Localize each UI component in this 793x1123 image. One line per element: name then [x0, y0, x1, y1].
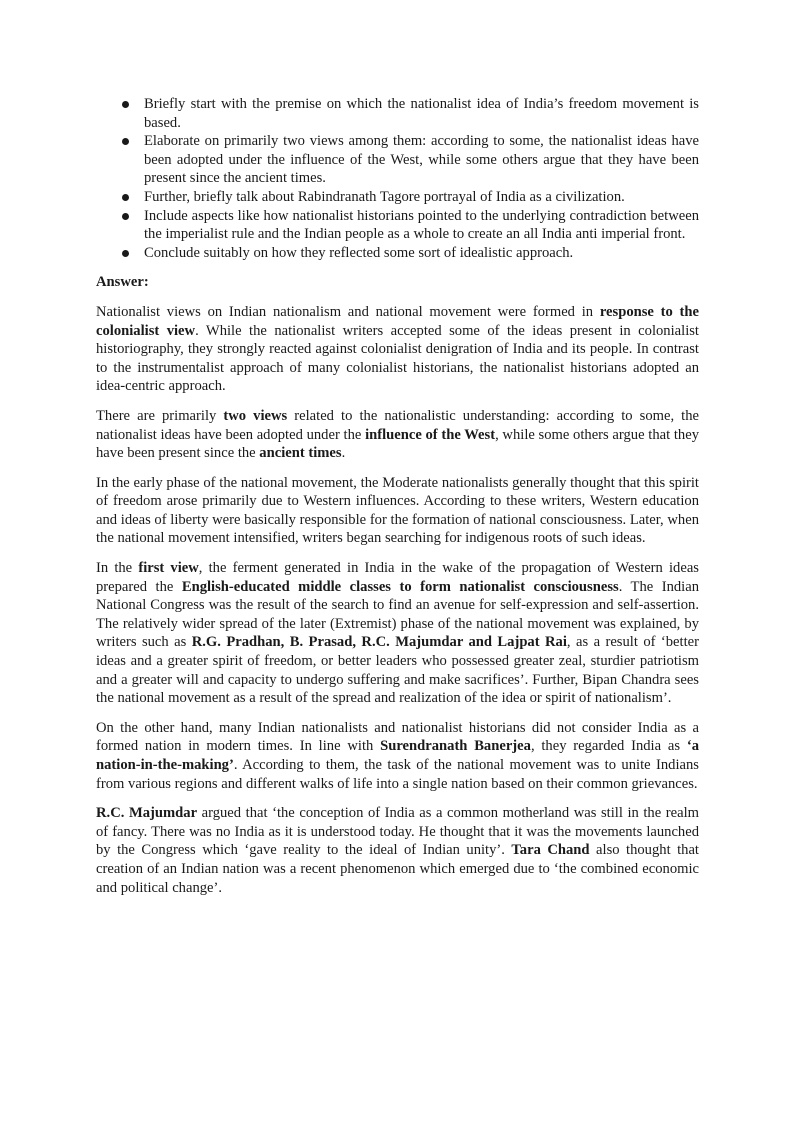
text-run: Nationalist views on Indian nationalism and national movement were formed in — [96, 303, 600, 320]
emphasized-text: first view — [138, 560, 199, 577]
paragraph — [96, 559, 699, 708]
paragraph — [96, 407, 699, 463]
paragraph — [96, 474, 699, 548]
text-run: , the ferment generated in India in the wake of the propagation of Western ideas prepared the — [96, 560, 699, 595]
emphasized-text: ancient times — [259, 445, 342, 462]
emphasized-text: Surendranath Banerjea — [380, 738, 531, 755]
emphasized-text: response to the colonialist view — [96, 303, 699, 339]
guideline-text: Briefly start with the premise on which the nationalist idea of India’s freedom movement is based. — [144, 96, 699, 131]
paragraph — [96, 719, 699, 793]
text-run: , while some others argue that they have been present since the — [96, 426, 699, 462]
paragraph — [96, 804, 699, 897]
emphasized-text: influence of the West — [365, 426, 496, 443]
guideline-text: Further, briefly talk about Rabindranath Tagore portrayal of India as a civilization. — [144, 188, 625, 205]
emphasized-text: English-educated middle classes to form nationalist consciousness — [181, 578, 619, 595]
text-run: . According to them, the task of the national movement was to unite Indians from various regions and different walks of life into a single nation based on their common grievances. — [96, 757, 699, 792]
guideline-text: Elaborate on primarily two views among them: according to some, the nationalist ideas have been adopted under the influence of the West, while some others argue that they have been present since the ancient times. — [144, 133, 699, 187]
bullet-icon — [122, 138, 129, 145]
emphasized-text: R.G. Pradhan, B. Prasad, R.C. Majumdar and Lajpat Rai — [191, 634, 567, 651]
text-run: related to the nationalistic understanding: according to some, the nationalist ideas have been adopted under the — [96, 407, 699, 443]
text-run: . — [341, 445, 346, 462]
text-run: . The Indian National Congress was the result of the search to find an avenue for self-expression and self-assertion. The relatively wider spread of the later (Extremist) phase of the national movement was explained, by writers such as — [96, 578, 700, 651]
guideline-text: Include aspects like how nationalist historians pointed to the underlying contradiction between the imperialist rule and the Indian people as a whole to create an all India anti imperial front. — [144, 207, 699, 243]
emphasized-text: Tara Chand — [511, 842, 590, 859]
emphasized-text: ‘a nation-in-the-making’ — [96, 738, 699, 773]
text-run: argued that ‘the conception of India as a common motherland was still in the realm of fancy. There was no India as it is understood today. He thought that it was the movements launched by the Congress which ‘gave reality to the ideal of Indian unity’. — [96, 805, 699, 859]
text-run: . While the nationalist writers accepted some of the ideas present in colonialist historiography, they strongly reacted against colonialist denigration of India and its people. In contrast to the instrumentalist approach of many colonialist historians, the nationalist historians adopted an idea-centric approach. — [96, 322, 699, 395]
guideline-text: Conclude suitably on how they reflected some sort of idealistic approach. — [144, 244, 574, 261]
bullet-icon — [122, 250, 129, 257]
bullet-icon — [122, 101, 129, 108]
text-run: There are primarily — [96, 407, 224, 424]
paragraph — [96, 303, 699, 396]
guideline-item — [96, 95, 699, 132]
text-run: In the early phase of the national movement, the Moderate nationalists generally thought that this spirit of freedom arose primarily due to Western influences. According to these writers, Western education and ideas of liberty were basically responsible for the formation of national consciousness. Later, when the national movement intensified, writers began searching for indigenous roots of such ideas. — [96, 474, 699, 547]
emphasized-text: R.C. Majumdar — [96, 805, 198, 822]
guideline-item — [96, 207, 699, 244]
guideline-item — [96, 132, 699, 188]
answer-guidelines-list — [96, 95, 699, 262]
guideline-item — [96, 188, 699, 207]
text-run: , as a result of ‘better ideas and a greater spirit of freedom, or better leaders who possessed greater zeal, sturdier patriotism and a greater will and capacity to undergo suffering and make sacrifices’. Further, Bipan Chandra sees the national movement as a result of the spread and realization of the idea or spirit of nationalism’. — [96, 634, 699, 707]
answer-body — [96, 303, 699, 897]
emphasized-text: two views — [223, 407, 288, 424]
text-run: In the — [96, 560, 139, 577]
guideline-item — [96, 244, 699, 263]
text-run: also thought that creation of an Indian nation was a recent phenomenon which emerged due to ‘the combined economic and political change’. — [96, 842, 699, 896]
bullet-icon — [122, 194, 129, 201]
answer-heading: Answer: — [96, 274, 149, 291]
text-run: On the other hand, many Indian nationalists and nationalist historians did not consider India as a formed nation in modern times. In line with — [96, 719, 699, 755]
text-run: , they regarded India as — [530, 738, 687, 755]
bullet-icon — [122, 213, 129, 220]
document-page — [96, 95, 699, 897]
